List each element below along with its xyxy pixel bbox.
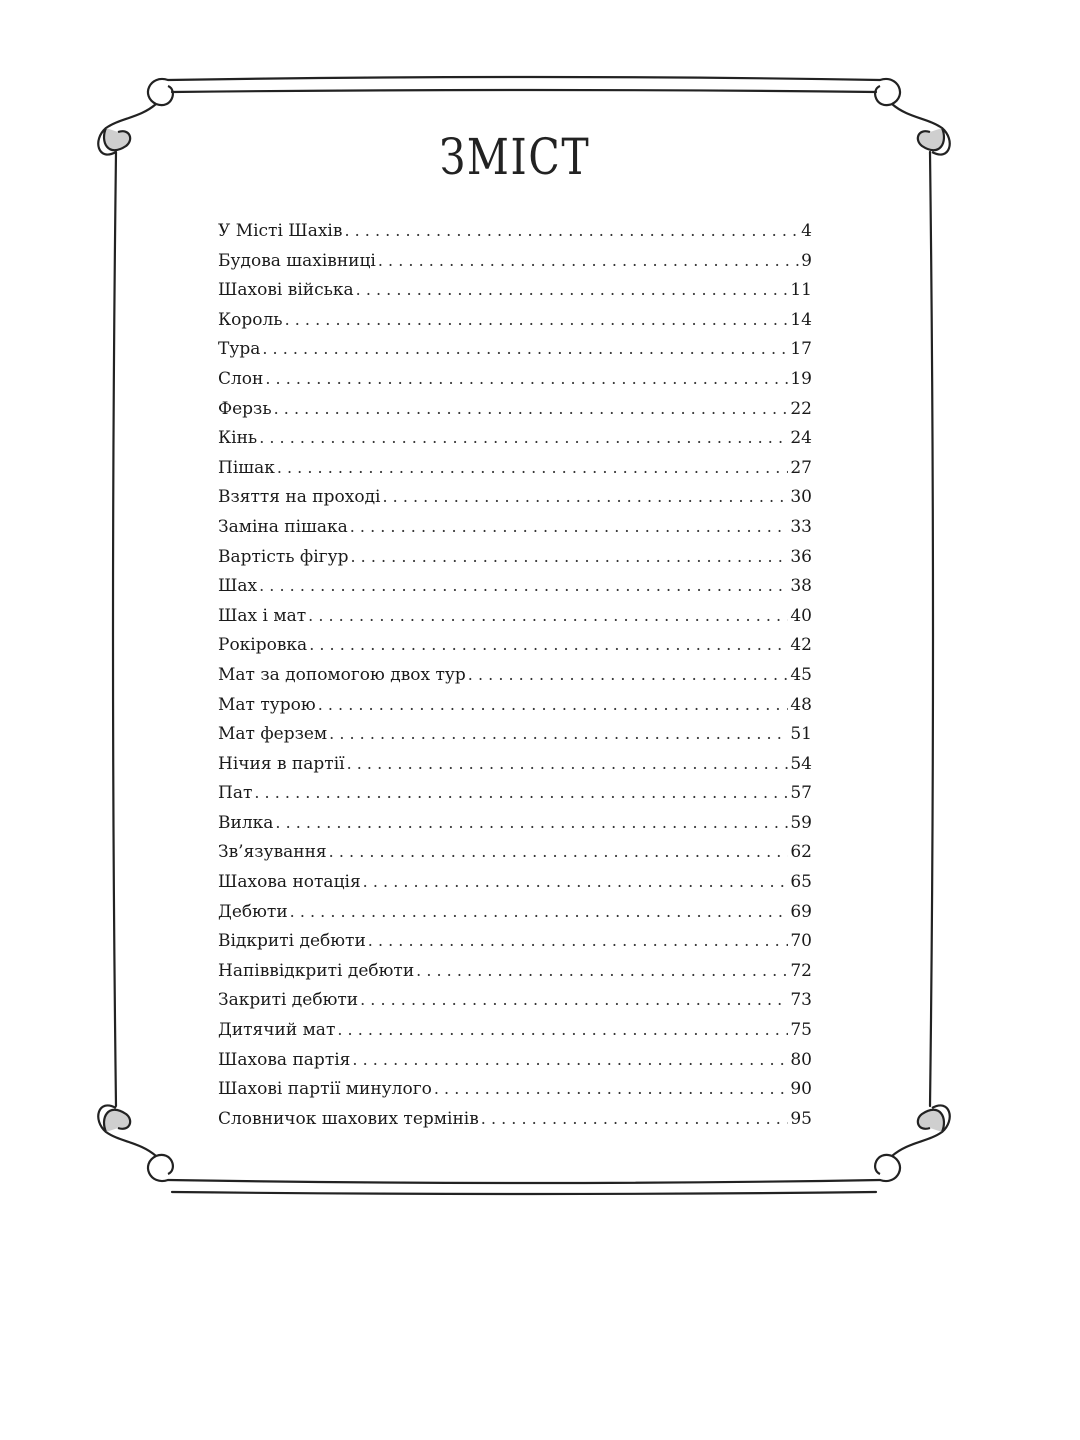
toc-entry bbox=[218, 453, 812, 483]
toc-entry-title: Відкриті дебюти bbox=[218, 931, 366, 952]
toc-leader-dots bbox=[275, 808, 788, 838]
toc-leader-dots bbox=[259, 423, 788, 453]
page-title: ЗМІСТ bbox=[439, 128, 591, 186]
toc-entry-title: Пат bbox=[218, 783, 253, 804]
toc-entry bbox=[218, 571, 812, 601]
toc-entry-page-number: 69 bbox=[790, 901, 812, 922]
toc-entry-title: Шах bbox=[218, 576, 258, 597]
toc-entry-page-number: 80 bbox=[790, 1049, 812, 1070]
toc-leader-dots bbox=[274, 394, 789, 424]
toc-entry bbox=[218, 660, 812, 690]
toc-entry-page-number: 17 bbox=[790, 339, 812, 360]
toc-entry-title: Шахові партії минулого bbox=[218, 1079, 432, 1100]
toc-entry bbox=[218, 542, 812, 572]
toc-leader-dots bbox=[318, 690, 789, 720]
toc-entry-title: Тура bbox=[218, 339, 261, 360]
toc-leader-dots bbox=[360, 985, 788, 1015]
toc-leader-dots bbox=[350, 542, 788, 572]
toc-entry-title: Слон bbox=[218, 368, 264, 389]
toc-entry bbox=[218, 1104, 812, 1134]
toc-entry-page-number: 42 bbox=[790, 635, 812, 656]
toc-leader-dots bbox=[344, 216, 799, 246]
toc-entry-page-number: 48 bbox=[790, 694, 812, 715]
toc-entry-page-number: 11 bbox=[790, 280, 812, 301]
table-of-contents bbox=[218, 216, 812, 1133]
toc-entry bbox=[218, 985, 812, 1015]
toc-entry bbox=[218, 1045, 812, 1075]
toc-leader-dots bbox=[382, 482, 788, 512]
toc-entry bbox=[218, 808, 812, 838]
toc-entry bbox=[218, 334, 812, 364]
toc-entry bbox=[218, 778, 812, 808]
toc-leader-dots bbox=[329, 837, 789, 867]
toc-entry-page-number: 40 bbox=[790, 605, 812, 626]
toc-entry-page-number: 4 bbox=[801, 221, 812, 241]
toc-leader-dots bbox=[277, 453, 789, 483]
toc-entry-title: Рокіровка bbox=[218, 635, 308, 656]
toc-entry bbox=[218, 482, 812, 512]
toc-leader-dots bbox=[337, 1015, 788, 1045]
toc-entry-title: Дитячий мат bbox=[218, 1020, 336, 1041]
toc-entry bbox=[218, 512, 812, 542]
toc-entry-title: Кінь bbox=[218, 428, 258, 449]
toc-entry-page-number: 70 bbox=[790, 931, 812, 952]
toc-entry-title: Зв’язування bbox=[218, 842, 327, 863]
toc-entry-page-number: 14 bbox=[790, 309, 812, 330]
toc-leader-dots bbox=[259, 571, 788, 601]
toc-entry-page-number: 45 bbox=[790, 664, 812, 685]
toc-entry-title: Шах і мат bbox=[218, 605, 307, 626]
toc-entry-title: Ферзь bbox=[218, 398, 272, 419]
toc-entry-page-number: 59 bbox=[790, 812, 812, 833]
toc-entry-page-number: 9 bbox=[801, 250, 812, 271]
toc-entry-page-number: 73 bbox=[790, 990, 812, 1011]
toc-leader-dots bbox=[290, 897, 789, 927]
toc-entry-page-number: 75 bbox=[790, 1020, 812, 1041]
toc-entry-page-number: 65 bbox=[790, 872, 812, 893]
toc-entry bbox=[218, 275, 812, 305]
toc-entry-title: Вартість фігур bbox=[218, 546, 349, 567]
toc-leader-dots bbox=[265, 364, 788, 394]
toc-entry-title: Шахова нотація bbox=[218, 872, 361, 893]
toc-entry-title: Шахові війська bbox=[218, 280, 354, 301]
toc-leader-dots bbox=[262, 334, 788, 364]
toc-entry-title: У Місті Шахів bbox=[218, 221, 343, 241]
toc-entry-page-number: 19 bbox=[790, 368, 812, 389]
toc-entry-title: Вилка bbox=[218, 812, 274, 833]
toc-entry bbox=[218, 926, 812, 956]
toc-leader-dots bbox=[356, 275, 789, 305]
toc-entry-page-number: 33 bbox=[790, 516, 812, 537]
toc-entry bbox=[218, 601, 812, 631]
toc-entry-title: Взяття на проході bbox=[218, 487, 381, 508]
toc-leader-dots bbox=[350, 512, 789, 542]
toc-entry-title: Заміна пішака bbox=[218, 516, 348, 537]
toc-entry bbox=[218, 867, 812, 897]
corner-curl-bottom-left bbox=[98, 1105, 173, 1181]
toc-entry bbox=[218, 897, 812, 927]
toc-entry-page-number: 51 bbox=[790, 724, 812, 745]
toc-entry-title: Мат турою bbox=[218, 694, 316, 715]
toc-entry-title: Напіввідкриті дебюти bbox=[218, 960, 415, 981]
toc-entry-page-number: 62 bbox=[790, 842, 812, 863]
toc-entry-page-number: 54 bbox=[790, 753, 812, 774]
toc-entry-page-number: 90 bbox=[790, 1079, 812, 1100]
toc-entry-page-number: 24 bbox=[790, 428, 812, 449]
toc-leader-dots bbox=[434, 1074, 788, 1104]
toc-leader-dots bbox=[416, 956, 788, 986]
toc-leader-dots bbox=[308, 601, 788, 631]
toc-entry-title: Пішак bbox=[218, 457, 275, 478]
toc-entry bbox=[218, 1074, 812, 1104]
toc-entry-title: Дебюти bbox=[218, 901, 288, 922]
toc-entry bbox=[218, 630, 812, 660]
toc-entry-page-number: 95 bbox=[790, 1108, 812, 1129]
toc-entry bbox=[218, 956, 812, 986]
toc-entry bbox=[218, 423, 812, 453]
toc-entry-page-number: 22 bbox=[790, 398, 812, 419]
toc-entry-page-number: 27 bbox=[790, 457, 812, 478]
toc-leader-dots bbox=[481, 1104, 789, 1134]
toc-entry-page-number: 36 bbox=[790, 546, 812, 567]
toc-entry-title: Мат за допомогою двох тур bbox=[218, 664, 466, 685]
toc-leader-dots bbox=[347, 749, 789, 779]
corner-curl-bottom-right bbox=[875, 1105, 950, 1181]
toc-entry-page-number: 72 bbox=[790, 960, 812, 981]
toc-leader-dots bbox=[309, 630, 788, 660]
toc-entry bbox=[218, 305, 812, 335]
toc-entry bbox=[218, 1015, 812, 1045]
toc-entry bbox=[218, 246, 812, 276]
toc-entry-title: Мат ферзем bbox=[218, 724, 328, 745]
toc-leader-dots bbox=[363, 867, 789, 897]
toc-entry bbox=[218, 749, 812, 779]
toc-entry-title: Будова шахівниці bbox=[218, 250, 376, 271]
toc-entry bbox=[218, 364, 812, 394]
toc-entry-title: Шахова партія bbox=[218, 1049, 351, 1070]
toc-entry bbox=[218, 690, 812, 720]
toc-entry-title: Нічия в партії bbox=[218, 753, 345, 774]
toc-leader-dots bbox=[468, 660, 789, 690]
toc-entry bbox=[218, 394, 812, 424]
toc-leader-dots bbox=[368, 926, 789, 956]
toc-leader-dots bbox=[285, 305, 789, 335]
toc-entry-page-number: 30 bbox=[790, 487, 812, 508]
toc-leader-dots bbox=[352, 1045, 788, 1075]
toc-entry-page-number: 57 bbox=[790, 783, 812, 804]
toc-entry bbox=[218, 719, 812, 749]
toc-entry bbox=[218, 216, 812, 246]
toc-entry-title: Словничок шахових термінів bbox=[218, 1108, 479, 1129]
toc-leader-dots bbox=[254, 778, 788, 808]
toc-entry-title: Король bbox=[218, 309, 283, 330]
toc-entry bbox=[218, 837, 812, 867]
toc-entry-title: Закриті дебюти bbox=[218, 990, 359, 1011]
toc-leader-dots bbox=[378, 246, 799, 276]
toc-leader-dots bbox=[329, 719, 788, 749]
toc-entry-page-number: 38 bbox=[790, 576, 812, 597]
